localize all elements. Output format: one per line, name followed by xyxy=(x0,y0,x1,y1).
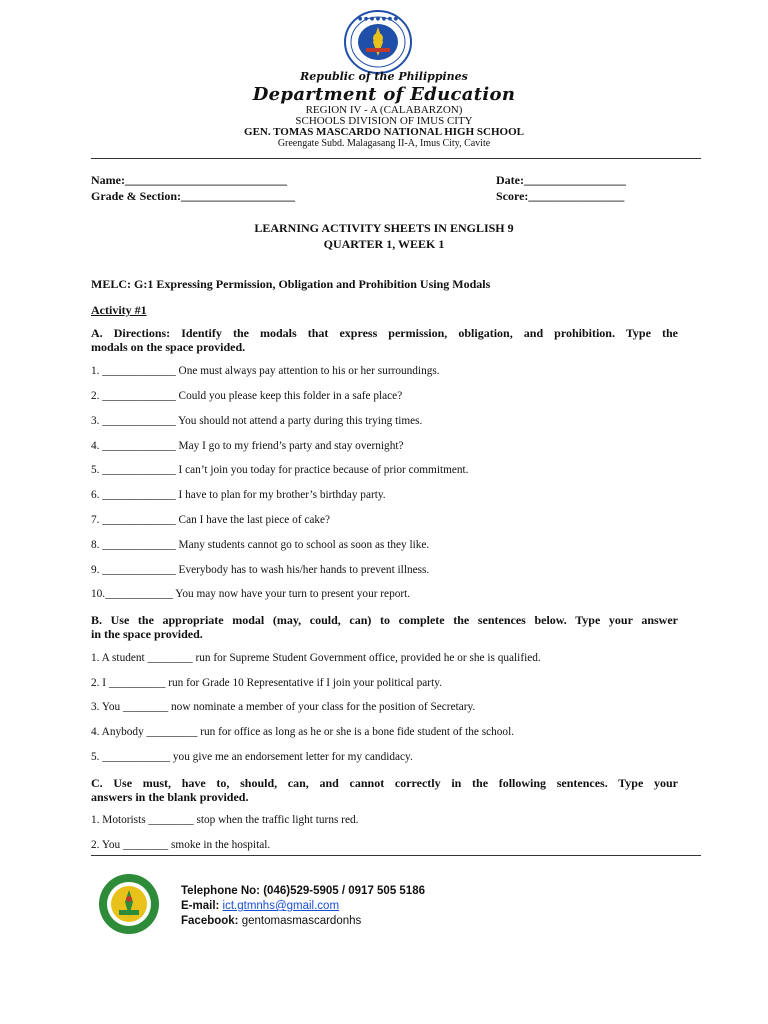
worksheet-subtitle: QUARTER 1, WEEK 1 xyxy=(323,237,445,251)
directions-line: in the space provided. xyxy=(91,627,203,641)
email-line xyxy=(181,900,339,912)
list-item[interactable]: 1. _____________ One must always pay attention to his or her surroundings. xyxy=(91,365,440,377)
activity-heading: Activity #1 xyxy=(91,303,147,317)
list-item[interactable]: 2. I __________ run for Grade 10 Representative if I join your political party. xyxy=(91,677,442,689)
directions-line: answers in the blank provided. xyxy=(91,790,249,804)
section-a-directions xyxy=(91,326,678,354)
telephone-label: Telephone No: xyxy=(181,885,261,897)
list-item[interactable]: 2. You ________ smoke in the hospital. xyxy=(91,839,271,851)
department-title: Department of Education xyxy=(252,84,516,105)
school-name: GEN. TOMAS MASCARDO NATIONAL HIGH SCHOOL xyxy=(244,126,524,138)
list-item[interactable]: 9. _____________ Everybody has to wash his/her hands to prevent illness. xyxy=(91,564,430,576)
list-item[interactable]: 6. _____________ I have to plan for my brother’s birthday party. xyxy=(91,489,386,501)
directions-line: modals on the space provided. xyxy=(91,340,246,354)
school-logo-icon xyxy=(97,872,161,936)
list-item[interactable]: 4. _____________ May I go to my friend’s party and stay overnight? xyxy=(91,440,404,452)
list-item[interactable]: 7. _____________ Can I have the last piece of cake? xyxy=(91,514,331,526)
date-field[interactable]: Date:_________________ xyxy=(496,173,626,187)
telephone-line xyxy=(181,885,425,897)
republic-label: Republic of the Philippines xyxy=(300,70,468,83)
list-item[interactable]: 8. _____________ Many students cannot go to school as soon as they like. xyxy=(91,539,430,551)
region-label: REGION IV - A (CALABARZON) xyxy=(305,104,463,116)
list-item[interactable]: 1. A student ________ run for Supreme Student Government office, provided he or she is qualified. xyxy=(91,652,541,664)
directions-line: A. Directions: Identify the modals that express permission, obligation, and prohibition. Type the xyxy=(91,326,678,340)
division-label: SCHOOLS DIVISION OF IMUS CITY xyxy=(295,115,473,127)
section-b-directions xyxy=(91,613,678,641)
list-item[interactable]: 2. _____________ Could you please keep this folder in a safe place? xyxy=(91,390,403,402)
score-field[interactable]: Score:________________ xyxy=(496,189,625,203)
directions-line: B. Use the appropriate modal (may, could, can) to complete the sentences below. Type your answer xyxy=(91,613,678,627)
footer-divider xyxy=(91,855,701,856)
melc-heading: MELC: G:1 Expressing Permission, Obligation and Prohibition Using Modals xyxy=(91,277,491,291)
svg-text:● ● ● ● ● ● ●: ● ● ● ● ● ● ● xyxy=(357,16,399,22)
facebook-label: Facebook: xyxy=(181,915,239,927)
list-item[interactable]: 5. ____________ you give me an endorsement letter for my candidacy. xyxy=(91,751,413,763)
grade-section-field[interactable]: Grade & Section:___________________ xyxy=(91,189,295,203)
list-item[interactable]: 3. _____________ You should not attend a party during this trying times. xyxy=(91,415,423,427)
telephone-value: (046)529-5905 / 0917 505 5186 xyxy=(263,885,425,897)
email-link[interactable]: ict.gtmnhs@gmail.com xyxy=(222,900,340,912)
list-item[interactable]: 3. You ________ now nominate a member of your class for the position of Secretary. xyxy=(91,701,476,713)
facebook-line xyxy=(181,915,361,927)
school-address: Greengate Subd. Malagasang II-A, Imus City, Cavite xyxy=(277,138,491,149)
deped-seal-icon xyxy=(336,8,420,76)
name-field[interactable]: Name:___________________________ xyxy=(91,173,287,187)
list-item[interactable]: 5. _____________ I can’t join you today for practice because of prior commitment. xyxy=(91,464,469,476)
email-label: E-mail: xyxy=(181,900,220,912)
header-divider xyxy=(91,158,701,159)
list-item[interactable]: 4. Anybody _________ run for office as long as he or she is a bone fide student of the school. xyxy=(91,726,515,738)
list-item[interactable]: 10.____________ You may now have your turn to present your report. xyxy=(91,588,411,600)
facebook-value: gentomasmascardonhs xyxy=(241,915,362,927)
list-item[interactable]: 1. Motorists ________ stop when the traffic light turns red. xyxy=(91,814,359,826)
directions-line: C. Use must, have to, should, can, and cannot correctly in the following sentences. Type your xyxy=(91,776,678,790)
section-c-directions xyxy=(91,776,678,804)
worksheet-title: LEARNING ACTIVITY SHEETS IN ENGLISH 9 xyxy=(254,221,514,235)
